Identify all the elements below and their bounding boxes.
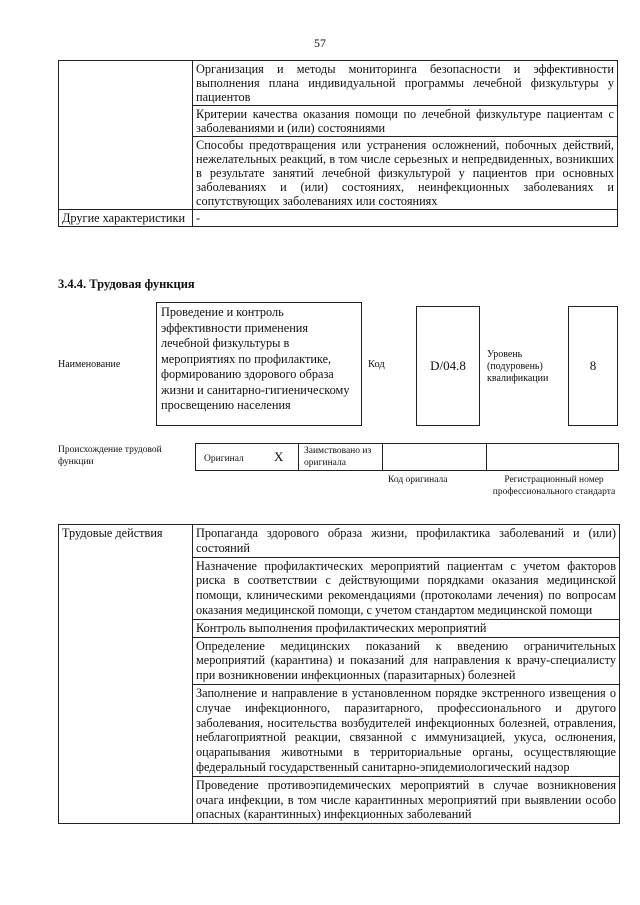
table-cell: Проведение противоэпидемических мероприятий в случае возникновения очага инфекции, в том числе карантинных мероприятий при выявлении особо опасных (карантинных) инфекционных заболеваний	[193, 776, 620, 823]
table-cell: Пропаганда здорового образа жизни, профилактика заболеваний и (или) состояний	[193, 525, 620, 558]
borrowed-label: Заимствовано из оригинала	[304, 446, 372, 468]
table-cell-empty	[59, 61, 193, 210]
table-row	[59, 210, 618, 227]
table-cell: Организация и методы мониторинга безопасности и эффективности выполнения плана индивидуальной программы лечебной физкультуры у пациентов	[193, 61, 618, 106]
reg-number-caption: Регистрационный номер профессионального стандарта	[492, 475, 616, 497]
page-number: 57	[314, 36, 326, 50]
section-heading: 3.4.4. Трудовая функция	[58, 277, 195, 291]
level-value: 8	[589, 358, 597, 373]
table-row	[59, 525, 620, 558]
other-characteristics-label: Другие характеристики	[59, 210, 193, 227]
table-cell: Заполнение и направление в установленном порядке экстренного извещения о случае инфекционного, паразитарного, профессионального и другого заболевания, носительства возбудителей инфекционных болезней, отравления, неблагоприятной реакции, связанной с иммунизацией, укуса, ослюнения, оцарапывания животными в территориальные органы, осуществляющие федеральный государственный санитарно-эпидемиологический надзор	[193, 684, 620, 776]
level-box	[568, 306, 618, 426]
code-value: D/04.8	[430, 358, 466, 373]
characteristics-table	[58, 60, 618, 227]
table-cell: Контроль выполнения профилактических мероприятий	[193, 619, 620, 637]
labor-actions-label: Трудовые действия	[59, 525, 193, 824]
origin-label: Происхождение трудовой функции	[58, 445, 162, 467]
level-label: Уровень (подуровень) квалификации	[487, 349, 549, 384]
table-row	[59, 61, 618, 106]
table-cell: Назначение профилактических мероприятий пациентам с учетом факторов риска в соответствии с действующими порядками оказания медицинской помощи, клиническими рекомендациями (протоколами лечения) по вопросам оказания медицинской помощи, с учетом стандартом медицинской помощи	[193, 557, 620, 619]
table-cell: Способы предотвращения или устранения осложнений, побочных действий, нежелательных реакций, в том числе серьезных и непредвиденных, возникших в результате занятий лечебной физкультурой у пациентов при основных заболеваниях и (или) состояниях, неинфекционных заболеваниях и сопутствующих заболеваниях или состояниях	[193, 137, 618, 210]
table-cell: Критерии качества оказания помощи по лечебной физкультуре пациентам с заболеваниями и (или) состояниями	[193, 106, 618, 137]
labor-actions-table	[58, 524, 620, 824]
table-cell: Определение медицинских показаний к введению ограничительных мероприятий (карантина) и показаний для направления к врачу-специалисту при возникновении инфекционных (паразитарных) болезней	[193, 637, 620, 684]
code-box	[416, 306, 480, 426]
name-label: Наименование	[58, 359, 121, 370]
table-cell: -	[193, 210, 618, 227]
original-label: Оригинал	[204, 454, 244, 464]
code-label: Код	[368, 359, 385, 370]
function-name: Проведение и контроль эффективности применения лечебной физкультуры в мероприятиях по профилактике, формированию здорового образа жизни и санитарно-гигиеническому просвещению населения	[161, 305, 350, 412]
original-mark: X	[274, 449, 284, 464]
code-original-caption: Код оригинала	[388, 475, 448, 485]
function-name-box	[156, 302, 362, 426]
origin-table	[195, 443, 619, 471]
